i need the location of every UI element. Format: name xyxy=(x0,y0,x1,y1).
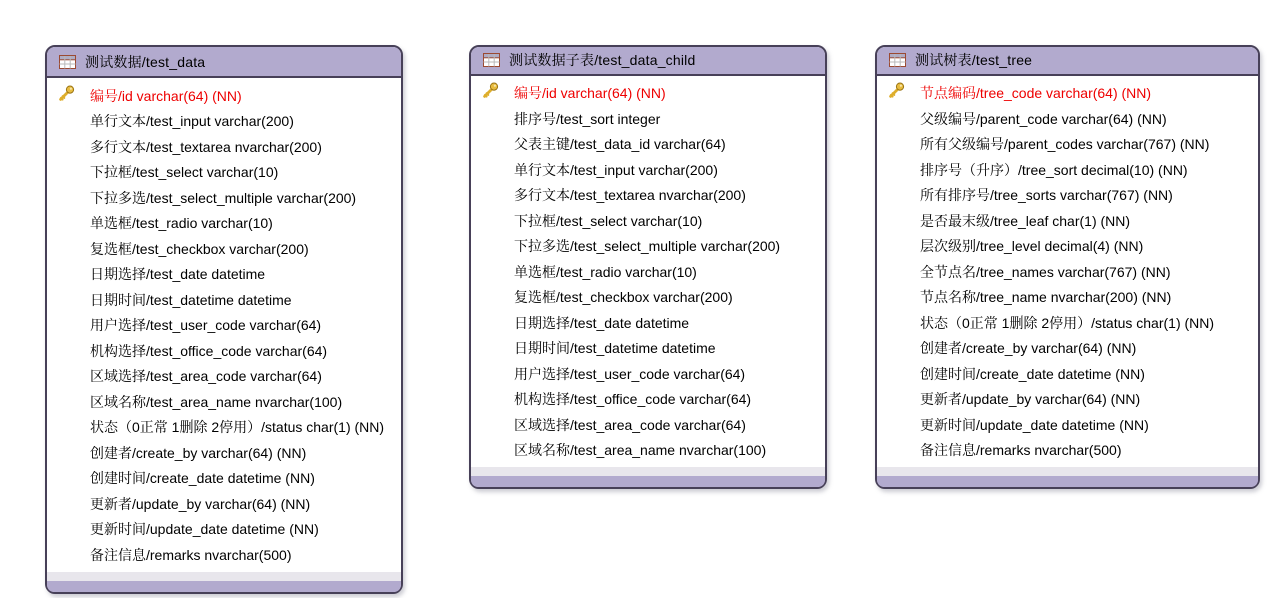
field-label: 父表主键/test_data_id varchar(64) xyxy=(514,136,726,153)
field-label: 更新时间/update_date datetime (NN) xyxy=(90,521,319,538)
key-cell xyxy=(481,132,514,156)
footer-strip-light xyxy=(47,572,401,581)
field-label: 节点名称/tree_name nvarchar(200) (NN) xyxy=(920,289,1172,306)
footer-strip-purple xyxy=(47,581,401,592)
field-label: 下拉多选/test_select_multiple varchar(200) xyxy=(90,189,357,206)
field-row[interactable] xyxy=(47,262,401,288)
field-row[interactable] xyxy=(877,259,1258,285)
table-icon xyxy=(59,55,76,69)
field-row[interactable] xyxy=(47,134,401,160)
field-row[interactable] xyxy=(471,132,825,158)
key-cell xyxy=(57,186,90,210)
field-list xyxy=(877,76,1258,468)
key-cell xyxy=(57,160,90,184)
key-cell xyxy=(887,311,920,335)
field-row[interactable] xyxy=(471,310,825,336)
field-label: 用户选择/test_user_code varchar(64) xyxy=(90,317,322,334)
primary-key-icon xyxy=(887,81,906,105)
key-cell xyxy=(887,234,920,258)
key-cell xyxy=(57,237,90,261)
key-cell xyxy=(481,413,514,437)
key-cell xyxy=(481,183,514,207)
field-label: 编号/id varchar(64) (NN) xyxy=(90,87,242,104)
table-icon xyxy=(483,53,500,67)
field-row[interactable] xyxy=(47,185,401,211)
field-row[interactable] xyxy=(471,285,825,311)
key-cell xyxy=(57,339,90,363)
field-label: 日期时间/test_datetime datetime xyxy=(90,291,292,308)
field-row[interactable] xyxy=(877,234,1258,260)
field-label: 用户选择/test_user_code varchar(64) xyxy=(514,365,746,382)
key-cell xyxy=(481,234,514,258)
footer-strip-light xyxy=(471,467,825,476)
field-row[interactable] xyxy=(471,259,825,285)
key-cell xyxy=(57,262,90,286)
key-cell xyxy=(887,183,920,207)
entity-footer xyxy=(877,467,1258,487)
key-cell xyxy=(481,81,514,105)
footer-strip-light xyxy=(877,467,1258,476)
entity-test-tree[interactable] xyxy=(875,45,1260,489)
field-label: 排序号/test_sort integer xyxy=(514,110,661,127)
field-label: 层次级别/tree_level decimal(4) (NN) xyxy=(920,238,1144,255)
key-cell xyxy=(481,438,514,462)
field-label: 创建者/create_by varchar(64) (NN) xyxy=(920,340,1137,357)
field-label: 单选框/test_radio varchar(10) xyxy=(90,215,273,232)
key-cell xyxy=(57,313,90,337)
primary-key-icon xyxy=(481,81,500,105)
entity-test-data-child[interactable] xyxy=(469,45,827,489)
key-cell xyxy=(57,109,90,133)
field-row[interactable] xyxy=(877,81,1258,107)
entity-title: 测试树表/test_tree xyxy=(915,52,1033,69)
field-row[interactable] xyxy=(471,183,825,209)
primary-key-icon xyxy=(57,84,76,108)
field-row[interactable] xyxy=(471,412,825,438)
field-row[interactable] xyxy=(47,236,401,262)
field-row[interactable] xyxy=(877,387,1258,413)
field-row[interactable] xyxy=(47,415,401,441)
key-cell xyxy=(887,413,920,437)
key-cell xyxy=(57,441,90,465)
key-cell xyxy=(481,209,514,233)
field-label: 状态（0正常 1删除 2停用）/status char(1) (NN) xyxy=(90,419,385,436)
field-row[interactable] xyxy=(47,83,401,109)
key-cell xyxy=(887,81,920,105)
footer-strip-purple xyxy=(877,476,1258,487)
key-cell xyxy=(481,285,514,309)
key-cell xyxy=(887,260,920,284)
key-cell xyxy=(887,362,920,386)
field-row[interactable] xyxy=(471,106,825,132)
field-label: 更新者/update_by varchar(64) (NN) xyxy=(920,391,1141,408)
key-cell xyxy=(57,84,90,108)
field-label: 更新时间/update_date datetime (NN) xyxy=(920,416,1149,433)
field-row[interactable] xyxy=(877,157,1258,183)
key-cell xyxy=(481,387,514,411)
field-row[interactable] xyxy=(47,466,401,492)
field-label: 节点编码/tree_code varchar(64) (NN) xyxy=(920,85,1152,102)
field-label: 下拉多选/test_select_multiple varchar(200) xyxy=(514,238,781,255)
field-list xyxy=(47,78,401,572)
field-label: 编号/id varchar(64) (NN) xyxy=(514,85,666,102)
field-row[interactable] xyxy=(471,81,825,107)
key-cell xyxy=(481,311,514,335)
field-row[interactable] xyxy=(471,361,825,387)
key-cell xyxy=(57,415,90,439)
field-label: 状态（0正常 1删除 2停用）/status char(1) (NN) xyxy=(920,314,1215,331)
field-label: 复选框/test_checkbox varchar(200) xyxy=(514,289,733,306)
field-row[interactable] xyxy=(471,336,825,362)
field-row[interactable] xyxy=(471,387,825,413)
field-label: 机构选择/test_office_code varchar(64) xyxy=(514,391,752,408)
field-label: 区域选择/test_area_code varchar(64) xyxy=(90,368,322,385)
field-row[interactable] xyxy=(471,208,825,234)
entity-title: 测试数据/test_data xyxy=(85,53,206,70)
key-cell xyxy=(481,107,514,131)
field-label: 多行文本/test_textarea nvarchar(200) xyxy=(514,187,746,204)
field-label: 下拉框/test_select varchar(10) xyxy=(90,164,279,181)
key-cell xyxy=(57,517,90,541)
key-cell xyxy=(887,336,920,360)
key-cell xyxy=(481,260,514,284)
field-label: 父级编号/parent_code varchar(64) (NN) xyxy=(920,110,1167,127)
field-row[interactable] xyxy=(47,517,401,543)
field-row[interactable] xyxy=(47,313,401,339)
field-row[interactable] xyxy=(47,491,401,517)
field-label: 日期选择/test_date datetime xyxy=(514,314,690,331)
key-cell xyxy=(57,135,90,159)
field-label: 下拉框/test_select varchar(10) xyxy=(514,212,703,229)
field-row[interactable] xyxy=(877,412,1258,438)
entity-footer xyxy=(47,572,401,592)
field-label: 创建时间/create_date datetime (NN) xyxy=(90,470,315,487)
key-cell xyxy=(887,158,920,182)
field-label: 排序号（升序）/tree_sort decimal(10) (NN) xyxy=(920,161,1188,178)
field-label: 多行文本/test_textarea nvarchar(200) xyxy=(90,138,322,155)
field-row[interactable] xyxy=(471,438,825,464)
field-row[interactable] xyxy=(47,542,401,568)
entity-header[interactable] xyxy=(47,47,401,78)
key-cell xyxy=(481,158,514,182)
entity-title: 测试数据子表/test_data_child xyxy=(509,52,696,69)
field-row[interactable] xyxy=(471,157,825,183)
field-label: 所有父级编号/parent_codes varchar(767) (NN) xyxy=(920,136,1210,153)
key-cell xyxy=(481,362,514,386)
key-cell xyxy=(887,132,920,156)
key-cell xyxy=(57,543,90,567)
field-label: 区域选择/test_area_code varchar(64) xyxy=(514,416,746,433)
entity-header[interactable] xyxy=(471,47,825,76)
field-label: 备注信息/remarks nvarchar(500) xyxy=(920,442,1122,459)
key-cell xyxy=(57,364,90,388)
key-cell xyxy=(887,107,920,131)
field-row[interactable] xyxy=(877,336,1258,362)
field-label: 机构选择/test_office_code varchar(64) xyxy=(90,342,328,359)
key-cell xyxy=(887,438,920,462)
field-row[interactable] xyxy=(47,440,401,466)
key-cell xyxy=(887,285,920,309)
field-label: 日期时间/test_datetime datetime xyxy=(514,340,716,357)
field-label: 创建者/create_by varchar(64) (NN) xyxy=(90,444,307,461)
field-row[interactable] xyxy=(471,234,825,260)
field-row[interactable] xyxy=(877,132,1258,158)
field-row[interactable] xyxy=(877,208,1258,234)
field-label: 备注信息/remarks nvarchar(500) xyxy=(90,546,292,563)
field-row[interactable] xyxy=(877,361,1258,387)
field-row[interactable] xyxy=(47,287,401,313)
entity-header[interactable] xyxy=(877,47,1258,76)
field-row[interactable] xyxy=(47,160,401,186)
field-list xyxy=(471,76,825,468)
key-cell xyxy=(57,466,90,490)
field-row[interactable] xyxy=(877,310,1258,336)
key-cell xyxy=(57,492,90,516)
field-row[interactable] xyxy=(877,183,1258,209)
field-row[interactable] xyxy=(47,338,401,364)
entity-footer xyxy=(471,467,825,487)
field-label: 单选框/test_radio varchar(10) xyxy=(514,263,697,280)
field-row[interactable] xyxy=(877,438,1258,464)
field-label: 所有排序号/tree_sorts varchar(767) (NN) xyxy=(920,187,1173,204)
key-cell xyxy=(887,387,920,411)
field-row[interactable] xyxy=(47,389,401,415)
field-label: 是否最末级/tree_leaf char(1) (NN) xyxy=(920,212,1131,229)
table-icon xyxy=(889,53,906,67)
field-label: 日期选择/test_date datetime xyxy=(90,266,266,283)
key-cell xyxy=(57,211,90,235)
field-label: 创建时间/create_date datetime (NN) xyxy=(920,365,1145,382)
key-cell xyxy=(57,390,90,414)
field-label: 单行文本/test_input varchar(200) xyxy=(514,161,718,178)
field-row[interactable] xyxy=(47,109,401,135)
field-label: 区域名称/test_area_name nvarchar(100) xyxy=(514,442,767,459)
key-cell xyxy=(887,209,920,233)
field-label: 单行文本/test_input varchar(200) xyxy=(90,113,294,130)
field-row[interactable] xyxy=(877,285,1258,311)
entity-test-data[interactable] xyxy=(45,45,403,594)
field-label: 复选框/test_checkbox varchar(200) xyxy=(90,240,309,257)
field-row[interactable] xyxy=(877,106,1258,132)
field-row[interactable] xyxy=(47,364,401,390)
field-label: 更新者/update_by varchar(64) (NN) xyxy=(90,495,311,512)
field-label: 全节点名/tree_names varchar(767) (NN) xyxy=(920,263,1171,280)
field-label: 区域名称/test_area_name nvarchar(100) xyxy=(90,393,343,410)
key-cell xyxy=(57,288,90,312)
field-row[interactable] xyxy=(47,211,401,237)
footer-strip-purple xyxy=(471,476,825,487)
key-cell xyxy=(481,336,514,360)
